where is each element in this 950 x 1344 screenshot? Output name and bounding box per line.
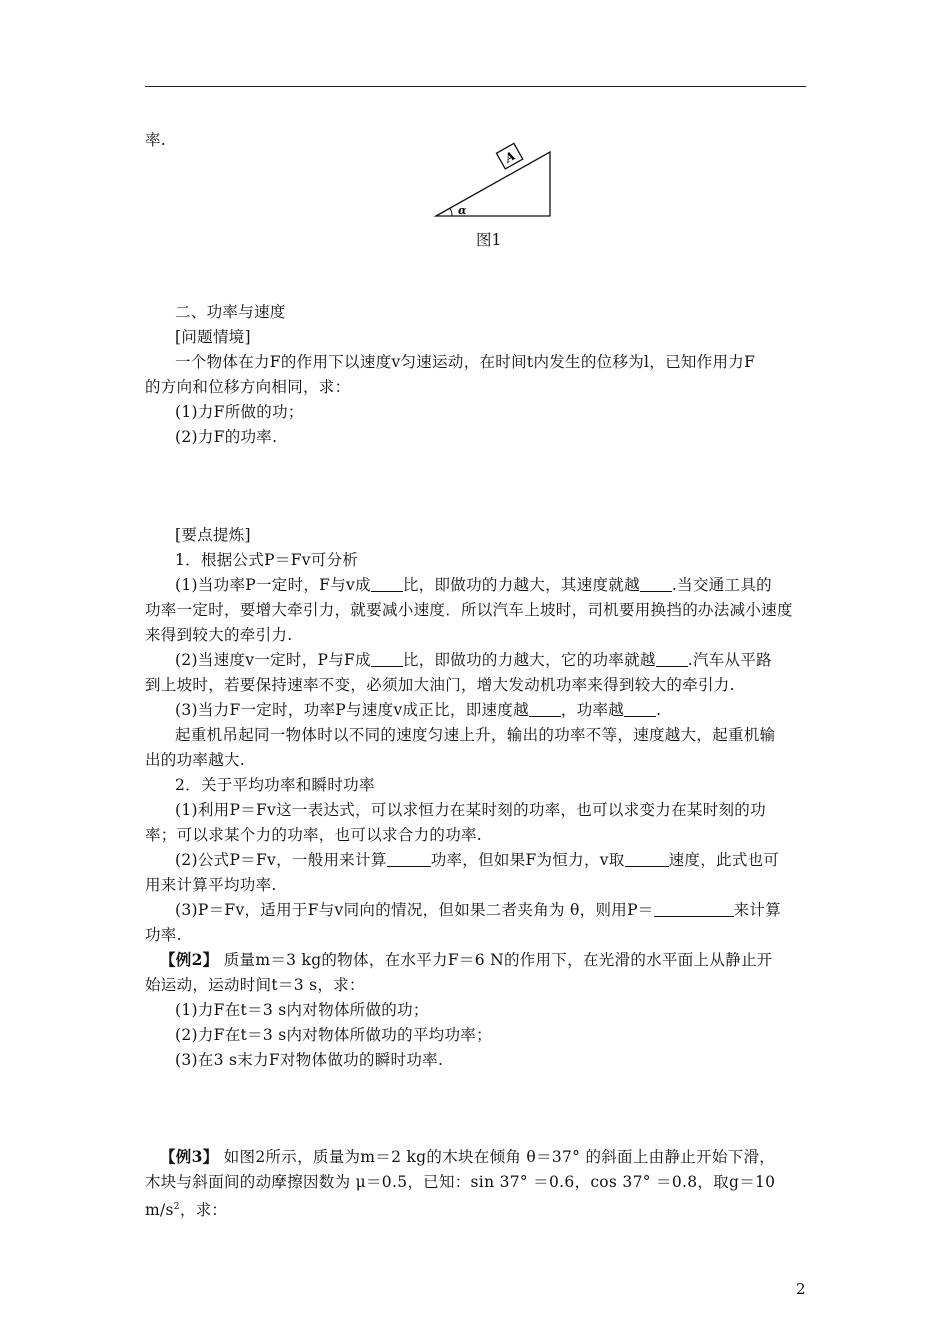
answer-blank (625, 852, 669, 867)
page-number: 2 (796, 1280, 806, 1298)
text-line: 1．根据公式P＝Fv可分析 (175, 551, 359, 569)
text-line: 2．关于平均功率和瞬时功率 (175, 776, 375, 794)
header-rule (145, 86, 806, 87)
incline-figure (430, 140, 560, 225)
keypoints-heading: [要点提炼] (175, 526, 251, 544)
answer-blank (656, 652, 688, 667)
block-label: A (502, 148, 518, 166)
question-3: (3)在3 s末力F对物体做功的瞬时功率. (175, 1051, 444, 1069)
answer-blank (640, 577, 672, 592)
figure-caption: 图1 (476, 231, 502, 249)
text-line: 木块与斜面间的动摩擦因数为 μ＝0.5，已知：sin 37° ＝0.6，cos 37° ＝0.8，取g＝10 (145, 1173, 776, 1191)
text-line: 一个物体在力F的作用下以速度v匀速运动，在时间t内发生的位移为l，已知作用力F (175, 353, 756, 371)
text-line: 功率. (145, 926, 182, 944)
fill-line: (3)P＝Fv，适用于F与v同向的情况，但如果二者夹角为 θ，则用P＝ 来计算 (175, 901, 782, 919)
example-label: 【例2】 (160, 950, 219, 969)
section-title: 二、功率与速度 (175, 303, 286, 321)
text-line: 用来计算平均功率. (145, 876, 277, 894)
text-line: 出的功率越大. (145, 751, 246, 769)
fill-line: (2)公式P＝Fv，一般用来计算 功率，但如果F为恒力，v取 速度，此式也可 (175, 851, 780, 869)
text-line: 起重机吊起同一物体时以不同的速度匀速上升，输出的功率不等，速度越大，起重机输 (175, 726, 776, 744)
text-line: 的方向和位移方向相同，求： (145, 378, 351, 396)
context-heading: [问题情境] (175, 328, 251, 346)
question-2: (2)力F的功率. (175, 428, 278, 446)
fill-line: (2)当速度v一定时，P与F成 比，即做功的力越大，它的功率就越 .汽车从平路 (175, 651, 772, 669)
question-1: (1)力F在t＝3 s内对物体所做的功； (175, 1001, 429, 1019)
fill-line: (3)当力F一定时，功率P与速度v成正比，即速度越 ，功率越 . (175, 701, 662, 719)
text-line: 率. (145, 131, 167, 149)
text-line: (1)利用P＝Fv这一表达式，可以求恒力在某时刻的功率，也可以求变力在某时刻的功 (175, 801, 766, 819)
answer-blank (371, 652, 403, 667)
answer-blank (654, 902, 734, 917)
angle-label: α (458, 204, 467, 217)
question-1: (1)力F所做的功； (175, 403, 304, 421)
text-line: 率；可以求某个力的功率，也可以求合力的功率. (145, 826, 483, 844)
incline-triangle (436, 152, 550, 216)
text-line: 功率一定时，要增大牵引力，就要减小速度．所以汽车上坡时，司机要用换挡的办法减小速度 (145, 601, 793, 619)
question-2: (2)力F在t＝3 s内对物体所做功的平均功率； (175, 1026, 492, 1044)
answer-blank (387, 852, 431, 867)
answer-blank (529, 702, 561, 717)
text-line: 到上坡时，若要保持速率不变，必须加大油门，增大发动机功率来得到较大的牵引力. (145, 676, 735, 694)
angle-arc (450, 208, 452, 216)
example-2: 【例2】 质量m＝3 kg的物体，在水平力F＝6 N的作用下，在光滑的水平面上从静止开 (160, 950, 773, 969)
answer-blank (371, 577, 403, 592)
text-line: 始运动，运动时间t＝3 s，求： (145, 976, 365, 994)
answer-blank (624, 702, 656, 717)
fill-line: (1)当功率P一定时，F与v成 比，即做功的力越大，其速度就越 .当交通工具的 (175, 576, 772, 594)
example-3: 【例3】 如图2所示，质量为m＝2 kg的木块在倾角 θ＝37° 的斜面上由静止开始下滑， (160, 1147, 776, 1166)
text-line: $m/s^2$，求： (145, 1201, 228, 1220)
text-line: 来得到较大的牵引力. (145, 626, 293, 644)
example-label: 【例3】 (160, 1147, 219, 1166)
